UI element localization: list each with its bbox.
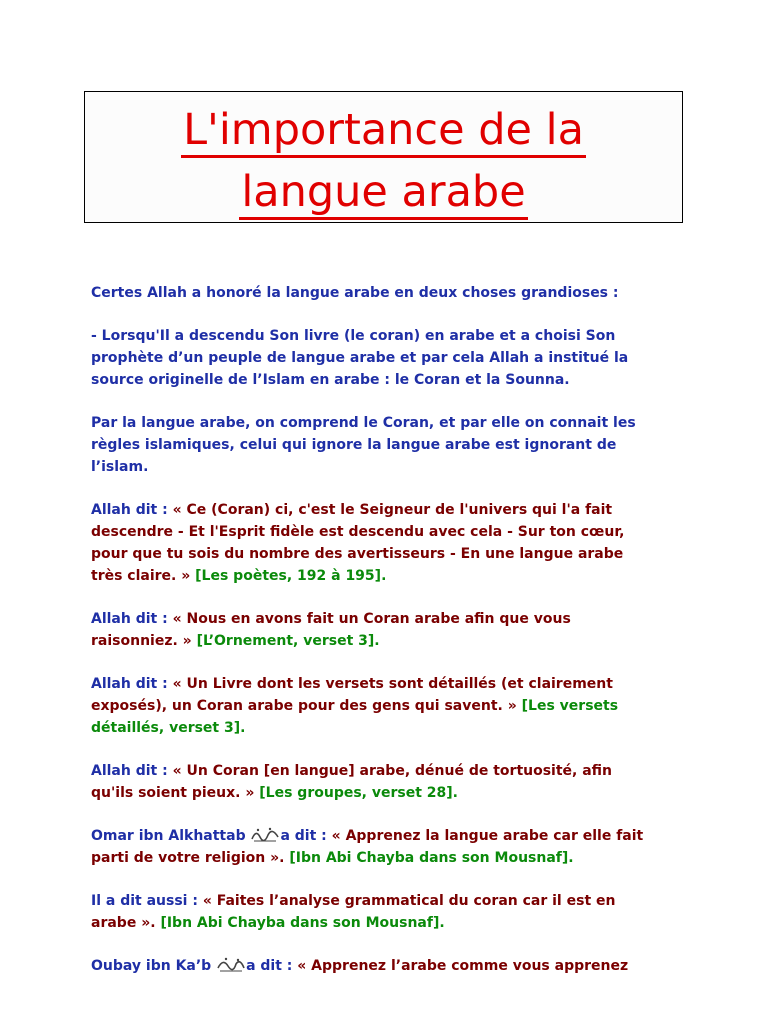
quote-6: Il a dit aussi : « Faites l’analyse grammatical du coran car il est en arabe ». [Ibn Abi Chayba dans son Mousnaf]. <box>91 893 616 931</box>
title-line-1: L'importance de la <box>85 104 682 156</box>
title-box <box>84 91 683 223</box>
quote-7: Oubay ibn Ka’b a dit : « Apprenez l’arabe comme vous apprenez <box>91 955 691 977</box>
reference: [Les groupes, verset 28]. <box>259 785 458 801</box>
quote-1: Allah dit : « Ce (Coran) ci, c'est le Seigneur de l'univers qui l'a fait descendre - Et l'Esprit fidèle est descendu avec cela - Sur ton cœur, pour que tu sois du nombre des avertisseurs - En une langue arabe très claire. » [Les poètes, 192 à 195]. <box>91 502 625 584</box>
paragraph-intro: Certes Allah a honoré la langue arabe en deux choses grandioses : <box>91 285 619 301</box>
paragraph-language: Par la langue arabe, on comprend le Coran, et par elle on connait les règles islamiques, celui qui ignore la langue arabe est ignorant de l’islam. <box>91 415 636 475</box>
reference: [Ibn Abi Chayba dans son Mousnaf]. <box>289 850 574 866</box>
quote-5: Omar ibn Alkhattab a dit : « Apprenez la langue arabe car elle fait parti de votre religion ». [Ibn Abi Chayba dans son Mousnaf]. <box>91 825 691 869</box>
document-body <box>91 282 691 998</box>
reference: [Les poètes, 192 à 195]. <box>195 568 387 584</box>
reference: [Ibn Abi Chayba dans son Mousnaf]. <box>160 915 445 931</box>
reference: [L’Ornement, verset 3]. <box>196 633 380 649</box>
quote-2: Allah dit : « Nous en avons fait un Coran arabe afin que vous raisonniez. » [L’Ornement, verset 3]. <box>91 611 571 649</box>
paragraph-first-thing: - Lorsqu'Il a descendu Son livre (le coran) en arabe et a choisi Son prophète d’un peuple de langue arabe et par cela Allah a institué la source originelle de l’Islam en arabe : le Coran et la Sounna. <box>91 328 629 388</box>
quote-4: Allah dit : « Un Coran [en langue] arabe, dénué de tortuosité, afin qu'ils soient pieux. » [Les groupes, verset 28]. <box>91 763 613 801</box>
title-line-2: langue arabe <box>85 166 682 218</box>
reference: [Les versets <box>521 698 619 714</box>
quote-3: Allah dit : « Un Livre dont les versets sont détaillés (et clairement exposés), un Coran arabe pour des gens qui savent. » [Les versets détaillés, verset 3]. <box>91 676 619 736</box>
calligraphy-honorific-icon <box>216 955 246 973</box>
calligraphy-honorific-icon <box>250 825 280 843</box>
